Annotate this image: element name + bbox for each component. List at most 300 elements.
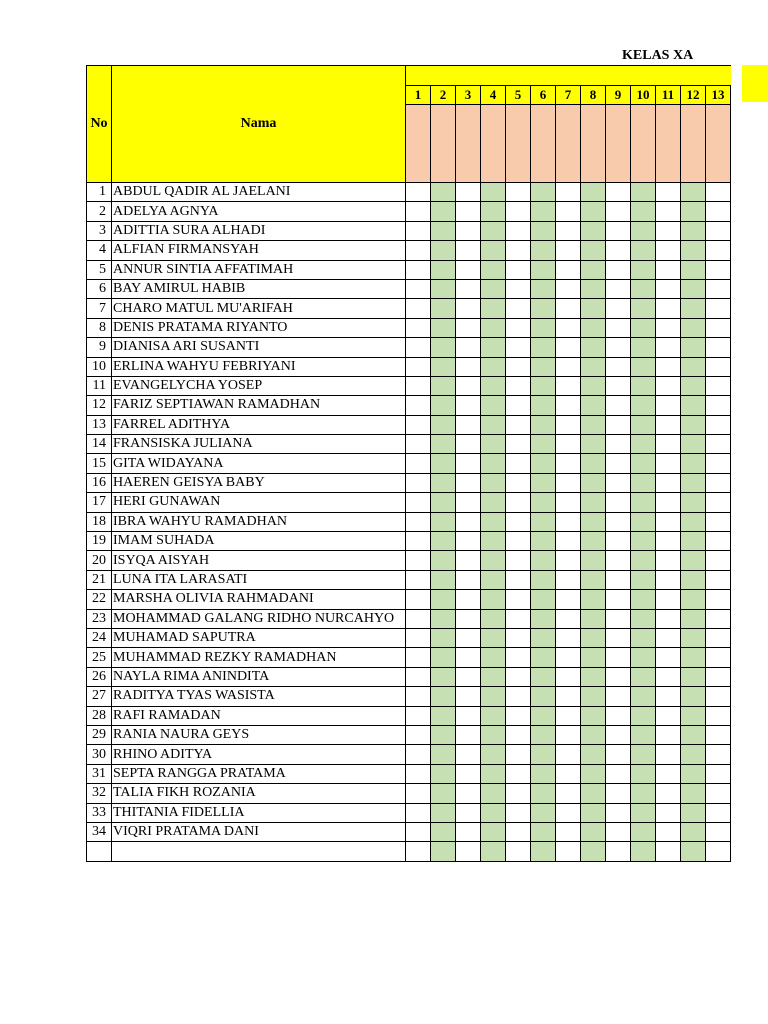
attendance-cell[interactable] — [681, 648, 706, 667]
attendance-cell[interactable] — [531, 318, 556, 337]
attendance-cell[interactable] — [556, 512, 581, 531]
attendance-cell[interactable] — [706, 628, 731, 647]
attendance-cell[interactable] — [581, 241, 606, 260]
attendance-cell[interactable] — [606, 415, 631, 434]
attendance-cell[interactable] — [706, 822, 731, 841]
attendance-cell[interactable] — [531, 221, 556, 240]
attendance-cell[interactable] — [681, 202, 706, 221]
attendance-cell[interactable] — [706, 512, 731, 531]
attendance-cell[interactable] — [431, 299, 456, 318]
attendance-cell[interactable] — [456, 493, 481, 512]
attendance-cell[interactable] — [631, 493, 656, 512]
attendance-cell[interactable] — [581, 822, 606, 841]
attendance-cell[interactable] — [506, 706, 531, 725]
attendance-cell[interactable] — [656, 803, 681, 822]
attendance-cell[interactable] — [606, 784, 631, 803]
attendance-cell[interactable] — [581, 299, 606, 318]
attendance-cell[interactable] — [631, 687, 656, 706]
attendance-cell[interactable] — [431, 609, 456, 628]
attendance-cell[interactable] — [481, 415, 506, 434]
attendance-cell[interactable] — [431, 338, 456, 357]
attendance-cell[interactable] — [606, 687, 631, 706]
attendance-cell[interactable] — [681, 590, 706, 609]
attendance-cell[interactable] — [656, 376, 681, 395]
attendance-cell[interactable] — [656, 532, 681, 551]
attendance-cell[interactable] — [706, 570, 731, 589]
attendance-cell[interactable] — [606, 241, 631, 260]
attendance-cell[interactable] — [706, 609, 731, 628]
attendance-cell[interactable] — [531, 667, 556, 686]
attendance-cell[interactable] — [531, 803, 556, 822]
attendance-cell[interactable] — [406, 590, 431, 609]
attendance-cell[interactable] — [456, 299, 481, 318]
attendance-cell[interactable] — [681, 357, 706, 376]
attendance-cell[interactable] — [606, 396, 631, 415]
attendance-cell[interactable] — [681, 570, 706, 589]
attendance-cell[interactable] — [556, 764, 581, 783]
attendance-cell[interactable] — [581, 221, 606, 240]
attendance-cell[interactable] — [581, 764, 606, 783]
attendance-cell[interactable] — [481, 803, 506, 822]
attendance-cell[interactable] — [506, 667, 531, 686]
attendance-cell[interactable] — [531, 532, 556, 551]
attendance-cell[interactable] — [581, 667, 606, 686]
attendance-cell[interactable] — [706, 648, 731, 667]
attendance-cell[interactable] — [706, 260, 731, 279]
attendance-cell[interactable] — [581, 318, 606, 337]
attendance-cell[interactable] — [531, 241, 556, 260]
attendance-cell[interactable] — [406, 784, 431, 803]
attendance-cell[interactable] — [581, 454, 606, 473]
attendance-cell[interactable] — [481, 221, 506, 240]
attendance-cell[interactable] — [406, 745, 431, 764]
attendance-cell[interactable] — [631, 551, 656, 570]
attendance-cell[interactable] — [581, 338, 606, 357]
attendance-cell[interactable] — [656, 318, 681, 337]
attendance-cell[interactable] — [481, 338, 506, 357]
attendance-cell[interactable] — [681, 241, 706, 260]
attendance-cell[interactable] — [681, 221, 706, 240]
attendance-cell[interactable] — [656, 687, 681, 706]
attendance-cell[interactable] — [706, 299, 731, 318]
attendance-cell[interactable] — [556, 338, 581, 357]
attendance-cell[interactable] — [706, 318, 731, 337]
attendance-cell[interactable] — [431, 357, 456, 376]
attendance-cell[interactable] — [581, 745, 606, 764]
attendance-cell[interactable] — [606, 473, 631, 492]
attendance-cell[interactable] — [481, 609, 506, 628]
attendance-cell[interactable] — [456, 803, 481, 822]
attendance-cell[interactable] — [706, 279, 731, 298]
attendance-cell[interactable] — [506, 628, 531, 647]
attendance-cell[interactable] — [506, 493, 531, 512]
attendance-cell[interactable] — [431, 532, 456, 551]
attendance-cell[interactable] — [481, 667, 506, 686]
attendance-cell[interactable] — [631, 299, 656, 318]
attendance-cell[interactable] — [456, 183, 481, 202]
attendance-cell[interactable] — [506, 609, 531, 628]
attendance-cell[interactable] — [556, 687, 581, 706]
attendance-cell[interactable] — [431, 396, 456, 415]
attendance-cell[interactable] — [706, 376, 731, 395]
attendance-cell[interactable] — [431, 784, 456, 803]
attendance-cell[interactable] — [506, 648, 531, 667]
attendance-cell[interactable] — [681, 376, 706, 395]
attendance-cell[interactable] — [656, 512, 681, 531]
attendance-cell[interactable] — [706, 725, 731, 744]
attendance-cell[interactable] — [531, 183, 556, 202]
attendance-cell[interactable] — [531, 570, 556, 589]
attendance-cell[interactable] — [706, 532, 731, 551]
attendance-cell[interactable] — [456, 376, 481, 395]
attendance-cell[interactable] — [531, 473, 556, 492]
attendance-cell[interactable] — [656, 415, 681, 434]
attendance-cell[interactable] — [506, 590, 531, 609]
attendance-cell[interactable] — [531, 648, 556, 667]
attendance-cell[interactable] — [631, 648, 656, 667]
attendance-cell[interactable] — [531, 435, 556, 454]
attendance-cell[interactable] — [631, 357, 656, 376]
attendance-cell[interactable] — [581, 279, 606, 298]
attendance-cell[interactable] — [706, 745, 731, 764]
attendance-cell[interactable] — [531, 357, 556, 376]
attendance-cell[interactable] — [606, 628, 631, 647]
attendance-cell[interactable] — [481, 628, 506, 647]
attendance-cell[interactable] — [506, 299, 531, 318]
attendance-cell[interactable] — [706, 803, 731, 822]
attendance-cell[interactable] — [556, 532, 581, 551]
attendance-cell[interactable] — [656, 570, 681, 589]
attendance-cell[interactable] — [606, 803, 631, 822]
attendance-cell[interactable] — [531, 260, 556, 279]
attendance-cell[interactable] — [556, 202, 581, 221]
attendance-cell[interactable] — [581, 376, 606, 395]
attendance-cell[interactable] — [456, 221, 481, 240]
attendance-cell[interactable] — [456, 415, 481, 434]
attendance-cell[interactable] — [556, 784, 581, 803]
attendance-cell[interactable] — [556, 706, 581, 725]
attendance-cell[interactable] — [556, 551, 581, 570]
attendance-cell[interactable] — [431, 493, 456, 512]
attendance-cell[interactable] — [556, 357, 581, 376]
attendance-cell[interactable] — [606, 551, 631, 570]
attendance-cell[interactable] — [406, 221, 431, 240]
attendance-cell[interactable] — [681, 338, 706, 357]
attendance-cell[interactable] — [681, 512, 706, 531]
attendance-cell[interactable] — [681, 299, 706, 318]
attendance-cell[interactable] — [406, 609, 431, 628]
attendance-cell[interactable] — [631, 764, 656, 783]
attendance-cell[interactable] — [706, 435, 731, 454]
attendance-cell[interactable] — [681, 842, 706, 861]
attendance-cell[interactable] — [656, 396, 681, 415]
attendance-cell[interactable] — [556, 803, 581, 822]
attendance-cell[interactable] — [481, 318, 506, 337]
attendance-cell[interactable] — [606, 318, 631, 337]
attendance-cell[interactable] — [681, 764, 706, 783]
attendance-cell[interactable] — [406, 803, 431, 822]
attendance-cell[interactable] — [706, 764, 731, 783]
attendance-cell[interactable] — [456, 687, 481, 706]
attendance-cell[interactable] — [581, 570, 606, 589]
attendance-cell[interactable] — [481, 764, 506, 783]
attendance-cell[interactable] — [431, 687, 456, 706]
attendance-cell[interactable] — [631, 784, 656, 803]
attendance-cell[interactable] — [681, 473, 706, 492]
attendance-cell[interactable] — [506, 357, 531, 376]
attendance-cell[interactable] — [506, 376, 531, 395]
attendance-cell[interactable] — [506, 532, 531, 551]
attendance-cell[interactable] — [531, 784, 556, 803]
attendance-cell[interactable] — [581, 628, 606, 647]
attendance-cell[interactable] — [681, 415, 706, 434]
attendance-cell[interactable] — [531, 493, 556, 512]
attendance-cell[interactable] — [631, 435, 656, 454]
attendance-cell[interactable] — [506, 221, 531, 240]
attendance-cell[interactable] — [456, 202, 481, 221]
attendance-cell[interactable] — [556, 318, 581, 337]
attendance-cell[interactable] — [531, 725, 556, 744]
attendance-cell[interactable] — [406, 299, 431, 318]
attendance-cell[interactable] — [681, 318, 706, 337]
attendance-cell[interactable] — [481, 687, 506, 706]
attendance-cell[interactable] — [606, 454, 631, 473]
attendance-cell[interactable] — [706, 590, 731, 609]
attendance-cell[interactable] — [681, 628, 706, 647]
attendance-cell[interactable] — [706, 454, 731, 473]
attendance-cell[interactable] — [431, 260, 456, 279]
attendance-cell[interactable] — [506, 822, 531, 841]
attendance-cell[interactable] — [531, 299, 556, 318]
attendance-cell[interactable] — [506, 318, 531, 337]
attendance-cell[interactable] — [631, 473, 656, 492]
attendance-cell[interactable] — [631, 260, 656, 279]
attendance-cell[interactable] — [431, 202, 456, 221]
attendance-cell[interactable] — [631, 570, 656, 589]
attendance-cell[interactable] — [606, 183, 631, 202]
attendance-cell[interactable] — [606, 202, 631, 221]
attendance-cell[interactable] — [506, 202, 531, 221]
attendance-cell[interactable] — [481, 842, 506, 861]
attendance-cell[interactable] — [606, 493, 631, 512]
attendance-cell[interactable] — [531, 764, 556, 783]
attendance-cell[interactable] — [556, 183, 581, 202]
attendance-cell[interactable] — [606, 764, 631, 783]
attendance-cell[interactable] — [481, 706, 506, 725]
attendance-cell[interactable] — [481, 512, 506, 531]
attendance-cell[interactable] — [456, 357, 481, 376]
attendance-cell[interactable] — [531, 822, 556, 841]
attendance-cell[interactable] — [431, 318, 456, 337]
attendance-cell[interactable] — [581, 473, 606, 492]
attendance-cell[interactable] — [556, 221, 581, 240]
attendance-cell[interactable] — [481, 532, 506, 551]
attendance-cell[interactable] — [506, 570, 531, 589]
attendance-cell[interactable] — [456, 318, 481, 337]
attendance-cell[interactable] — [631, 803, 656, 822]
attendance-cell[interactable] — [406, 376, 431, 395]
attendance-cell[interactable] — [481, 725, 506, 744]
attendance-cell[interactable] — [531, 609, 556, 628]
attendance-cell[interactable] — [606, 842, 631, 861]
attendance-cell[interactable] — [431, 764, 456, 783]
attendance-cell[interactable] — [606, 357, 631, 376]
attendance-cell[interactable] — [431, 415, 456, 434]
attendance-cell[interactable] — [631, 318, 656, 337]
attendance-cell[interactable] — [406, 338, 431, 357]
attendance-cell[interactable] — [581, 590, 606, 609]
attendance-cell[interactable] — [556, 628, 581, 647]
attendance-cell[interactable] — [681, 803, 706, 822]
attendance-cell[interactable] — [556, 570, 581, 589]
attendance-cell[interactable] — [456, 822, 481, 841]
attendance-cell[interactable] — [431, 648, 456, 667]
attendance-cell[interactable] — [481, 357, 506, 376]
attendance-cell[interactable] — [631, 609, 656, 628]
attendance-cell[interactable] — [506, 764, 531, 783]
attendance-cell[interactable] — [631, 706, 656, 725]
attendance-cell[interactable] — [706, 183, 731, 202]
attendance-cell[interactable] — [581, 493, 606, 512]
attendance-cell[interactable] — [406, 318, 431, 337]
attendance-cell[interactable] — [481, 260, 506, 279]
attendance-cell[interactable] — [481, 454, 506, 473]
attendance-cell[interactable] — [506, 338, 531, 357]
attendance-cell[interactable] — [431, 241, 456, 260]
attendance-cell[interactable] — [681, 551, 706, 570]
attendance-cell[interactable] — [656, 745, 681, 764]
attendance-cell[interactable] — [556, 473, 581, 492]
attendance-cell[interactable] — [406, 628, 431, 647]
attendance-cell[interactable] — [656, 454, 681, 473]
attendance-cell[interactable] — [581, 435, 606, 454]
attendance-cell[interactable] — [456, 628, 481, 647]
attendance-cell[interactable] — [456, 706, 481, 725]
attendance-cell[interactable] — [681, 532, 706, 551]
attendance-cell[interactable] — [581, 260, 606, 279]
attendance-cell[interactable] — [531, 745, 556, 764]
attendance-cell[interactable] — [606, 667, 631, 686]
attendance-cell[interactable] — [556, 493, 581, 512]
attendance-cell[interactable] — [606, 338, 631, 357]
attendance-cell[interactable] — [506, 551, 531, 570]
attendance-cell[interactable] — [431, 512, 456, 531]
attendance-cell[interactable] — [556, 725, 581, 744]
attendance-cell[interactable] — [531, 590, 556, 609]
attendance-cell[interactable] — [606, 590, 631, 609]
attendance-cell[interactable] — [681, 435, 706, 454]
attendance-cell[interactable] — [406, 648, 431, 667]
attendance-cell[interactable] — [406, 183, 431, 202]
attendance-cell[interactable] — [431, 667, 456, 686]
attendance-cell[interactable] — [531, 396, 556, 415]
attendance-cell[interactable] — [456, 512, 481, 531]
attendance-cell[interactable] — [481, 241, 506, 260]
attendance-cell[interactable] — [506, 687, 531, 706]
attendance-cell[interactable] — [656, 842, 681, 861]
attendance-cell[interactable] — [706, 396, 731, 415]
attendance-cell[interactable] — [581, 687, 606, 706]
attendance-cell[interactable] — [431, 279, 456, 298]
attendance-cell[interactable] — [506, 473, 531, 492]
attendance-cell[interactable] — [631, 745, 656, 764]
attendance-cell[interactable] — [531, 279, 556, 298]
attendance-cell[interactable] — [656, 725, 681, 744]
attendance-cell[interactable] — [406, 260, 431, 279]
attendance-cell[interactable] — [706, 493, 731, 512]
attendance-cell[interactable] — [531, 202, 556, 221]
attendance-cell[interactable] — [531, 628, 556, 647]
attendance-cell[interactable] — [681, 183, 706, 202]
attendance-cell[interactable] — [506, 725, 531, 744]
attendance-cell[interactable] — [431, 221, 456, 240]
attendance-cell[interactable] — [581, 803, 606, 822]
attendance-cell[interactable] — [406, 493, 431, 512]
attendance-cell[interactable] — [481, 784, 506, 803]
attendance-cell[interactable] — [456, 745, 481, 764]
attendance-cell[interactable] — [406, 706, 431, 725]
attendance-cell[interactable] — [631, 590, 656, 609]
attendance-cell[interactable] — [481, 376, 506, 395]
attendance-cell[interactable] — [581, 648, 606, 667]
attendance-cell[interactable] — [481, 299, 506, 318]
attendance-cell[interactable] — [606, 745, 631, 764]
attendance-cell[interactable] — [431, 570, 456, 589]
attendance-cell[interactable] — [481, 745, 506, 764]
attendance-cell[interactable] — [456, 648, 481, 667]
attendance-cell[interactable] — [656, 784, 681, 803]
attendance-cell[interactable] — [531, 512, 556, 531]
attendance-cell[interactable] — [481, 202, 506, 221]
attendance-cell[interactable] — [531, 376, 556, 395]
attendance-cell[interactable] — [506, 803, 531, 822]
attendance-cell[interactable] — [431, 725, 456, 744]
attendance-cell[interactable] — [406, 241, 431, 260]
attendance-cell[interactable] — [631, 376, 656, 395]
attendance-cell[interactable] — [406, 415, 431, 434]
attendance-cell[interactable] — [506, 279, 531, 298]
attendance-cell[interactable] — [481, 822, 506, 841]
attendance-cell[interactable] — [606, 822, 631, 841]
attendance-cell[interactable] — [456, 609, 481, 628]
attendance-cell[interactable] — [631, 628, 656, 647]
attendance-cell[interactable] — [431, 590, 456, 609]
attendance-cell[interactable] — [706, 667, 731, 686]
attendance-cell[interactable] — [706, 687, 731, 706]
attendance-cell[interactable] — [706, 415, 731, 434]
attendance-cell[interactable] — [456, 454, 481, 473]
attendance-cell[interactable] — [506, 842, 531, 861]
attendance-cell[interactable] — [431, 551, 456, 570]
attendance-cell[interactable] — [556, 609, 581, 628]
attendance-cell[interactable] — [681, 822, 706, 841]
attendance-cell[interactable] — [581, 706, 606, 725]
attendance-cell[interactable] — [631, 338, 656, 357]
attendance-cell[interactable] — [656, 221, 681, 240]
attendance-cell[interactable] — [531, 415, 556, 434]
attendance-cell[interactable] — [656, 706, 681, 725]
attendance-cell[interactable] — [481, 183, 506, 202]
attendance-cell[interactable] — [556, 667, 581, 686]
attendance-cell[interactable] — [456, 396, 481, 415]
attendance-cell[interactable] — [631, 454, 656, 473]
attendance-cell[interactable] — [706, 706, 731, 725]
attendance-cell[interactable] — [606, 435, 631, 454]
attendance-cell[interactable] — [631, 415, 656, 434]
attendance-cell[interactable] — [581, 551, 606, 570]
attendance-cell[interactable] — [406, 667, 431, 686]
attendance-cell[interactable] — [656, 764, 681, 783]
